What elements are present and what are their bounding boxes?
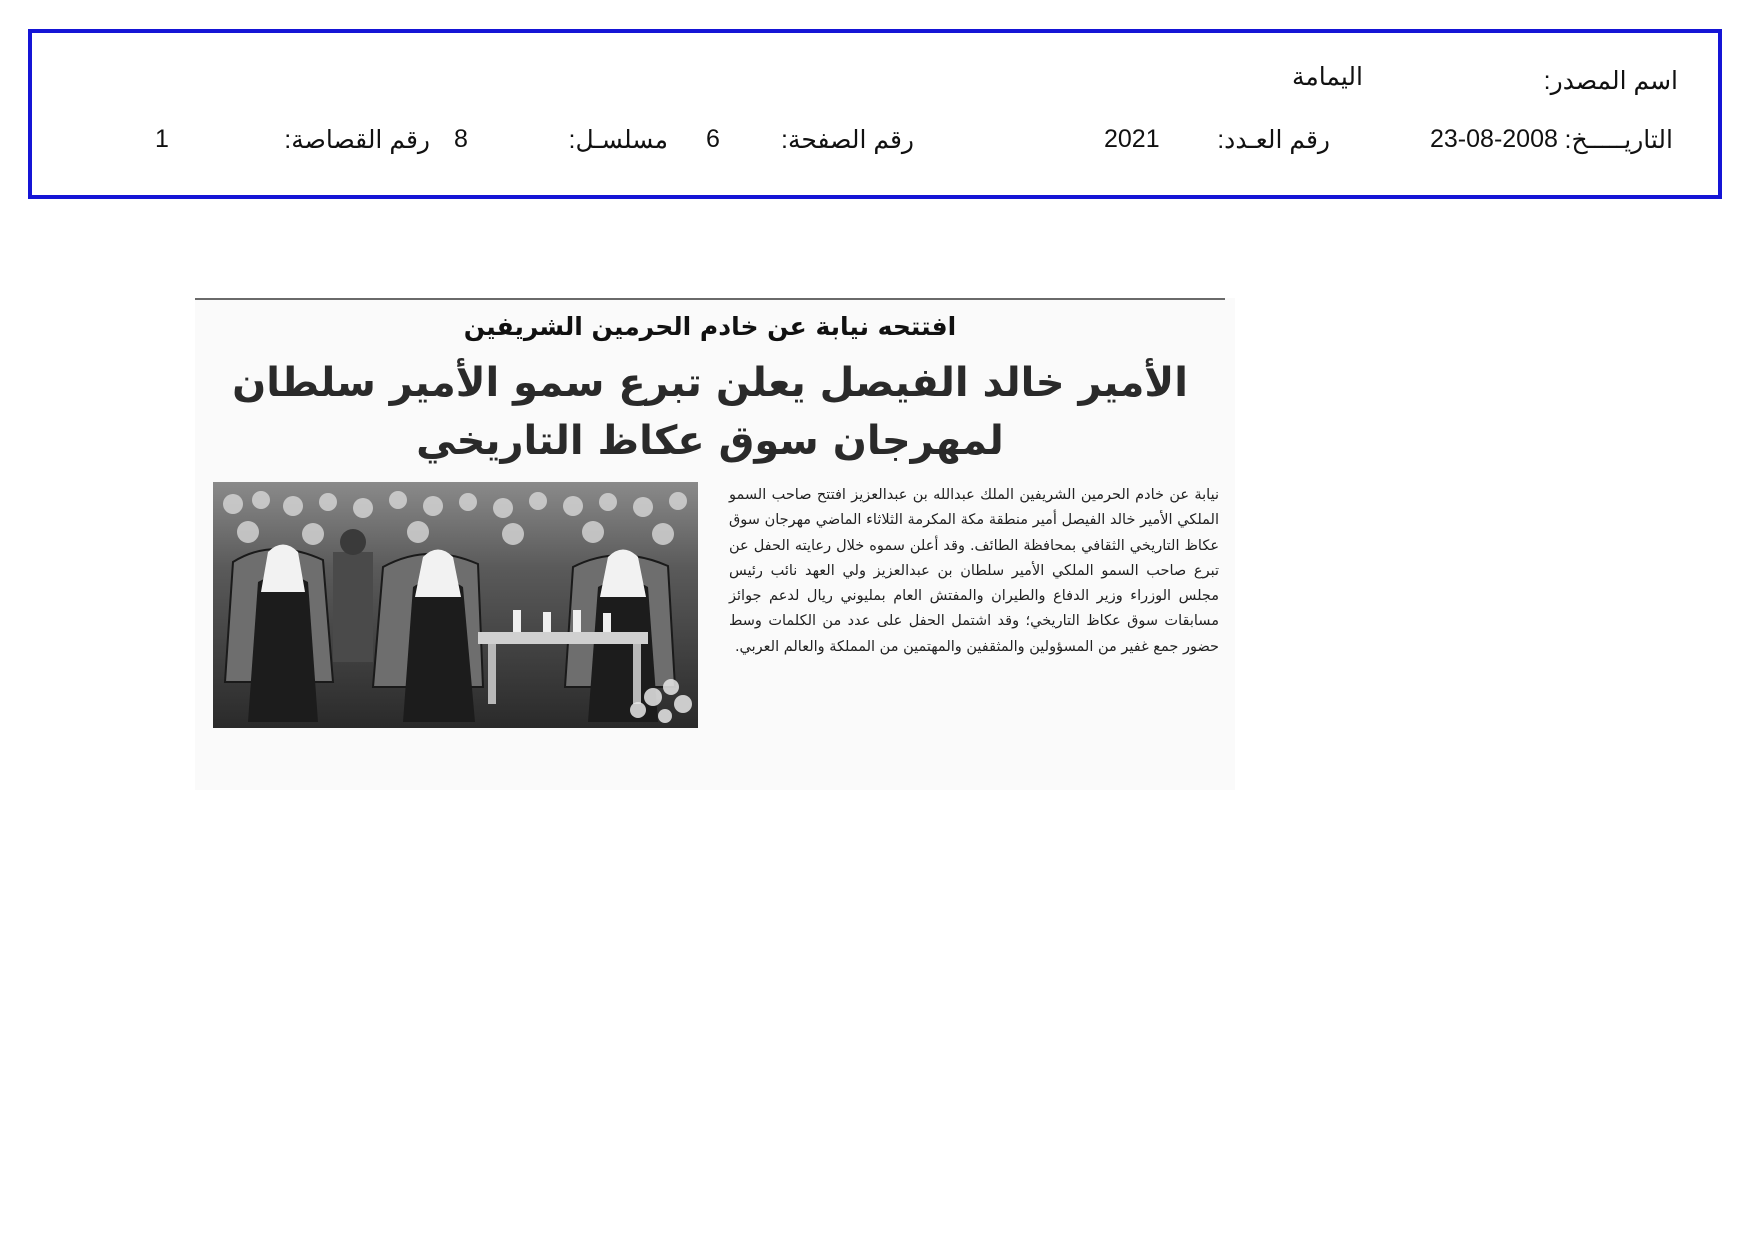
article-headline (195, 354, 1225, 470)
page-value: 6 (706, 125, 720, 153)
clipping-info-box (28, 29, 1722, 199)
serial-label: مسلسـل: (568, 126, 668, 154)
date-value: 23-08-2008 (1430, 125, 1558, 153)
source-value: اليمامة (1292, 63, 1363, 91)
issue-value: 2021 (1104, 125, 1160, 153)
page-label: رقم الصفحة: (781, 126, 914, 154)
date-label: التاريـــــخ: (1564, 126, 1673, 154)
headline-line-1: الأمير خالد الفيصل يعلن تبرع سمو الأمير سلطان (232, 360, 1188, 406)
clip-value: 1 (155, 125, 169, 153)
article-kicker: افتتحه نيابة عن خادم الحرمين الشريفين (463, 312, 957, 341)
clip-top-rule (195, 298, 1225, 300)
article-body: نيابة عن خادم الحرمين الشريفين الملك عبدالله بن عبدالعزيز افتتح صاحب السمو الملكي الأمير خالد الفيصل أمير منطقة مكة المكرمة الثلاثاء الماضي مهرجان سوق عكاظ التاريخي الثقافي بمحافظة الطائف. وقد أعلن سموه خلال رعايته الحفل عن تبرع صاحب السمو الملكي الأمير سلطان بن عبدالعزيز ولي العهد نائب رئيس مجلس الوزراء وزير الدفاع والطيران والمفتش العام بمليوني ريال لدعم جوائز مسابقات سوق عكاظ التاريخي؛ وقد اشتمل الحفل على عدد من الكلمات وسط حضور جمع غفير من المسؤولين والمثقفين والمهتمين من المملكة والعالم العربي. (729, 487, 1219, 655)
article-photo (213, 482, 698, 728)
issue-label: رقم العـدد: (1217, 126, 1330, 154)
source-label: اسم المصدر: (1543, 67, 1678, 95)
clip-label: رقم القصاصة: (284, 126, 430, 154)
headline-line-2: لمهرجان سوق عكاظ التاريخي (416, 418, 1004, 464)
newspaper-clipping (195, 298, 1235, 790)
serial-value: 8 (454, 125, 468, 153)
